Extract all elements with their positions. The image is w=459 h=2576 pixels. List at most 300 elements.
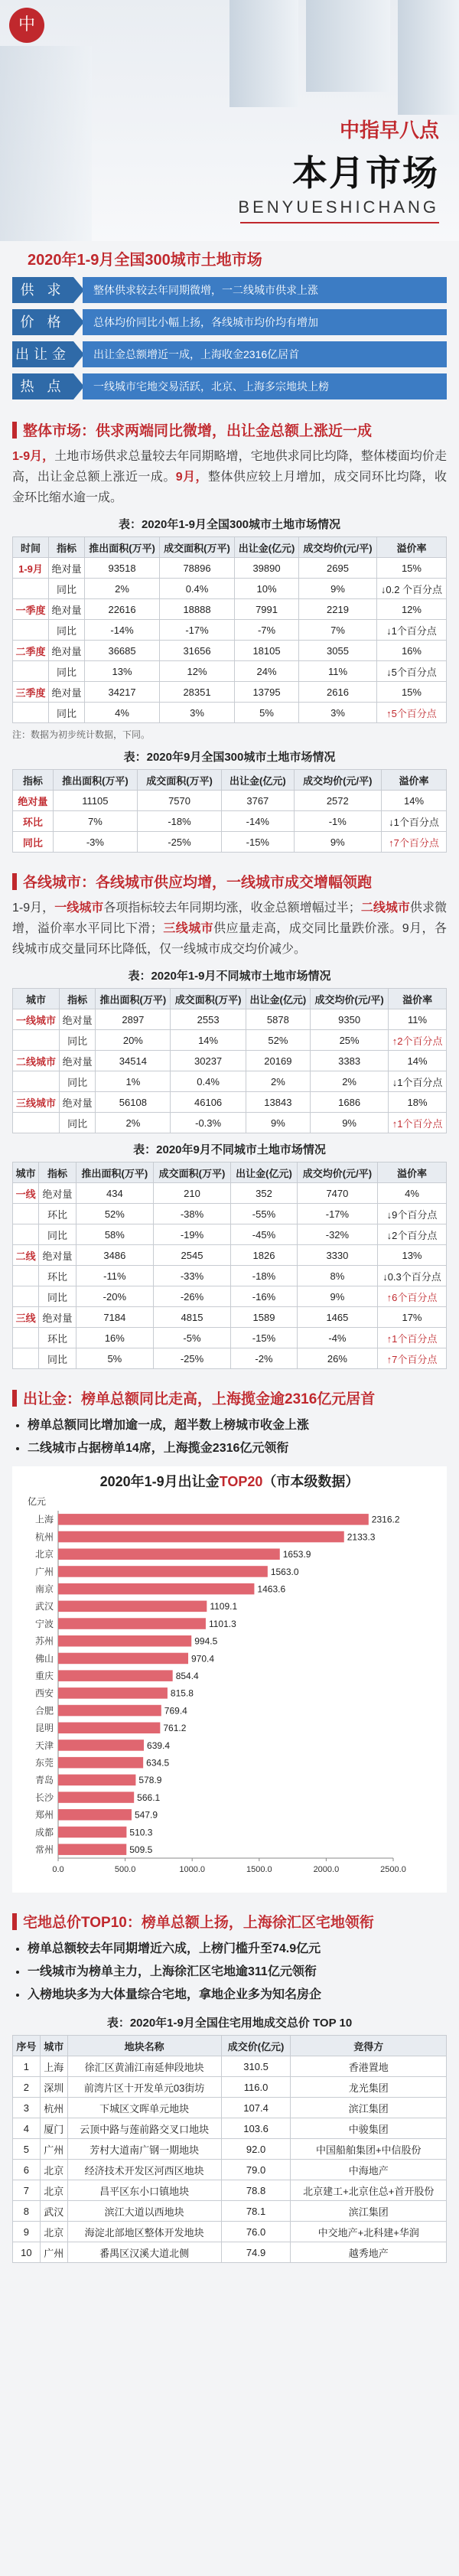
data-label: 854.4 (175, 1671, 199, 1682)
table-cell: -3% (53, 832, 137, 853)
table-cell: 30237 (171, 1051, 246, 1071)
table-header-cell: 成交面积(万平) (153, 1162, 230, 1183)
table-cell: -20% (76, 1286, 153, 1307)
table-cell: 一季度 (13, 599, 49, 620)
bar (58, 1548, 280, 1560)
table-cell: -14% (85, 620, 160, 641)
x-tick-label: 2000.0 (313, 1865, 340, 1874)
table-header-cell: 成交价(亿元) (221, 2036, 291, 2056)
table-row (13, 1224, 447, 1245)
table-header-cell: 指标 (13, 770, 54, 791)
table-cell: 107.4 (221, 2098, 291, 2118)
table-cell: 2897 (96, 1009, 171, 1030)
table-cell: 2% (246, 1071, 310, 1092)
table-cell: 绝对量 (39, 1245, 76, 1266)
bar (58, 1844, 126, 1855)
data-label: 578.9 (138, 1775, 162, 1786)
para-text: 整体供应较上月增加，成交同环比均降，收金环比缩水逾一成。 (12, 471, 447, 504)
category-label: 天津 (34, 1740, 54, 1751)
table-cell: 14% (171, 1030, 246, 1051)
table-cell: -19% (153, 1224, 230, 1245)
table-cell: 3486 (76, 1245, 153, 1266)
data-label: 634.5 (146, 1757, 170, 1769)
table-cell: -45% (231, 1224, 298, 1245)
table-cell (13, 1204, 39, 1224)
bar (58, 1705, 161, 1717)
table-cell: 同比 (13, 832, 54, 853)
table-cell: 广州 (40, 2242, 67, 2263)
table-title: 表：2020年1-9月全国300城市土地市场情况 (118, 518, 341, 531)
table-cell: -0.3% (171, 1113, 246, 1133)
table-cell: 58% (76, 1224, 153, 1245)
table-row (13, 620, 447, 641)
para-text: 1-9月， (12, 902, 55, 915)
bar (58, 1618, 206, 1629)
table-cell: 76.0 (221, 2222, 291, 2242)
table-cell: ↑5个百分点 (376, 703, 446, 723)
table-cell: 18105 (235, 641, 299, 661)
table-cell: -32% (297, 1224, 377, 1245)
table-cell: 0.4% (160, 579, 235, 599)
table-cell: 16% (376, 641, 446, 661)
table-row (13, 1348, 447, 1369)
table-cell: 8% (297, 1266, 377, 1286)
table-row (13, 2180, 447, 2201)
table-cell: 93518 (85, 558, 160, 579)
table-cell: 滨江集团 (291, 2201, 447, 2222)
para-highlight: 一线城市 (54, 902, 104, 915)
data-label: 761.2 (163, 1723, 187, 1734)
table-header-cell: 推出面积(万平) (76, 1162, 153, 1183)
table-row (13, 2056, 447, 2077)
table-row (13, 682, 447, 703)
data-label: 815.8 (170, 1687, 194, 1699)
section-overall (0, 406, 459, 857)
table-cell: 78.1 (221, 2201, 291, 2222)
summary-text: 一线城市宅地交易活跃，北京、上海多宗地块上榜 (83, 373, 447, 399)
bar (58, 1687, 168, 1699)
table-header-cell: 出让金(亿元) (246, 989, 310, 1009)
x-tick-label: 0.0 (52, 1865, 64, 1874)
table-header-cell: 推出面积(万平) (53, 770, 137, 791)
table-header-cell: 地块名称 (67, 2036, 221, 2056)
bar (58, 1827, 126, 1838)
table-cell: 环比 (39, 1266, 76, 1286)
table-cell: 22616 (85, 599, 160, 620)
page-subtitle: BENYUESHICHANG (238, 197, 439, 217)
data-label: 510.3 (129, 1827, 153, 1838)
data-label: 1109.1 (210, 1601, 238, 1612)
x-tick-label: 500.0 (114, 1865, 136, 1874)
table-cell: 52% (246, 1030, 310, 1051)
table-row (13, 1266, 447, 1286)
table-cell: 9% (297, 1286, 377, 1307)
table-cell: 1-9月 (13, 558, 49, 579)
logo-icon: 中 (9, 8, 44, 43)
table-cell: 78896 (160, 558, 235, 579)
table-header-cell: 指标 (49, 537, 85, 558)
table-row (13, 1328, 447, 1348)
building-graphic (306, 0, 390, 92)
table-cell: -1% (294, 811, 381, 832)
table-cell: 同比 (49, 620, 85, 641)
table-cell: 绝对量 (39, 1307, 76, 1328)
table-header-cell: 推出面积(万平) (85, 537, 160, 558)
table-row (13, 2077, 447, 2098)
divider (240, 222, 439, 223)
table-cell: 广州 (40, 2139, 67, 2160)
table-header-row (13, 989, 447, 1009)
table-cell (13, 1071, 60, 1092)
table-cell: 3767 (222, 791, 294, 811)
data-table (12, 2035, 447, 2263)
table-cell: 0.4% (171, 1071, 246, 1092)
table-cell: 13795 (235, 682, 299, 703)
data-label: 1563.0 (270, 1566, 299, 1577)
table-cell: 香港置地 (291, 2056, 447, 2077)
category-label: 南京 (34, 1583, 54, 1595)
para-highlight: 二线城市 (360, 902, 410, 915)
table-cell: 北京 (40, 2222, 67, 2242)
table-cell: 昌平区东小口镇地块 (67, 2180, 221, 2201)
table-cell: 12% (160, 661, 235, 682)
summary-label: 热 点 (12, 373, 73, 399)
table-cell: 9% (299, 579, 377, 599)
table-cell (13, 1328, 39, 1348)
table-cell: 116.0 (221, 2077, 291, 2098)
table-cell: 5% (76, 1348, 153, 1369)
category-label: 昆明 (34, 1723, 54, 1734)
data-label: 547.9 (134, 1809, 158, 1821)
category-label: 合肥 (34, 1705, 54, 1717)
table-row (13, 1009, 447, 1030)
para-highlight: 1-9月， (12, 450, 55, 463)
table-cell: ↑7个百分点 (382, 832, 447, 853)
table-row (13, 599, 447, 620)
table-cell: 103.6 (221, 2118, 291, 2139)
category-label: 杭州 (34, 1531, 54, 1543)
section-heading (12, 419, 447, 440)
table-cell: 74.9 (221, 2242, 291, 2263)
chart-title-highlight: TOP20 (219, 1474, 263, 1489)
section-heading-text: 出让金：榜单总额同比走高，上海揽金逾2316亿元居首 (23, 1391, 376, 1407)
section-marker (12, 1913, 17, 1930)
table-cell (13, 661, 49, 682)
table-cell: 越秀地产 (291, 2242, 447, 2263)
table-cell (13, 579, 49, 599)
table-cell (13, 1113, 60, 1133)
category-label: 重庆 (34, 1671, 54, 1682)
table-cell: -33% (153, 1266, 230, 1286)
table-cell: ↓1个百分点 (389, 1071, 447, 1092)
table-cell: 17% (377, 1307, 446, 1328)
table-row (13, 703, 447, 723)
x-tick-label: 1500.0 (246, 1865, 272, 1874)
header-banner (0, 0, 459, 241)
table-cell: 2219 (299, 599, 377, 620)
section-heading (12, 1911, 447, 1932)
table-cell: ↓9个百分点 (377, 1204, 446, 1224)
bar (58, 1775, 135, 1786)
table-cell: -15% (222, 832, 294, 853)
table-row (13, 791, 447, 811)
summary-row (12, 341, 447, 367)
header-tag: 中指早八点 (339, 119, 439, 142)
table-header-cell: 溢价率 (376, 537, 446, 558)
table-row (13, 1071, 447, 1092)
table-cell: 2% (96, 1113, 171, 1133)
table-cell: 一线城市 (13, 1009, 60, 1030)
summary-text: 出让金总额增近一成，上海收金2316亿居首 (83, 341, 447, 367)
table-row (13, 1204, 447, 1224)
table-row (13, 579, 447, 599)
table-cell: 中海地产 (291, 2160, 447, 2180)
table-cell: 3055 (299, 641, 377, 661)
table-cell: 上海 (40, 2056, 67, 2077)
table-header-row (13, 537, 447, 558)
summary-text: 总体均价同比小幅上扬，各线城市均价均有增加 (83, 309, 447, 335)
section-marker (12, 422, 17, 439)
table-header-cell: 出让金(亿元) (222, 770, 294, 791)
table-cell: 绝对量 (39, 1183, 76, 1204)
para-text: 供求微增，溢价率水平同比下滑； (12, 902, 447, 935)
table-cell: 4% (85, 703, 160, 723)
table-cell: -7% (235, 620, 299, 641)
table-cell: 39890 (235, 558, 299, 579)
table-cell: 北京 (40, 2160, 67, 2180)
category-label: 佛山 (34, 1653, 54, 1665)
data-label: 2316.2 (371, 1514, 400, 1525)
table-row (13, 2118, 447, 2139)
table-cell: 11105 (53, 791, 137, 811)
y-axis-label: 亿元 (28, 1496, 47, 1507)
section-land-revenue (0, 1374, 459, 1897)
table-cell: 2 (13, 2077, 41, 2098)
category-label: 西安 (34, 1687, 54, 1699)
table-cell: 9% (246, 1113, 310, 1133)
section-heading (12, 871, 447, 892)
table-cell (13, 703, 49, 723)
table-cell: 二线 (13, 1245, 39, 1266)
data-table (12, 536, 447, 723)
table-cell: 2616 (299, 682, 377, 703)
table-cell: ↓1个百分点 (382, 811, 447, 832)
category-label: 上海 (34, 1514, 54, 1525)
table-cell: 环比 (13, 811, 54, 832)
para-highlight: 三线城市 (162, 922, 214, 935)
bar (58, 1740, 144, 1751)
table-cell: ↑1个百分点 (389, 1113, 447, 1133)
category-label: 北京 (34, 1549, 54, 1560)
table-header-cell: 城市 (40, 2036, 67, 2056)
category-label: 武汉 (34, 1601, 54, 1612)
table-cell: 36685 (85, 641, 160, 661)
table-row (13, 1307, 447, 1328)
x-tick-label: 1000.0 (179, 1865, 206, 1874)
para-text: 土地市场供求总量较去年同期略增，宅地供求同比均降，整体楼面均价走高，出让金总额上涨近一成。 (12, 450, 447, 484)
table-cell: 前湾片区十开发单元03街坊 (67, 2077, 221, 2098)
category-label: 青岛 (34, 1775, 54, 1786)
table-cell: -14% (222, 811, 294, 832)
table-header-row (13, 2036, 447, 2056)
table-cell: -25% (153, 1348, 230, 1369)
table-cell (13, 1348, 39, 1369)
table-header-cell: 成交均价(元/平) (299, 537, 377, 558)
table-row (13, 641, 447, 661)
table-title: 表：2020年1-9月全国住宅用地成交总价 TOP 10 (106, 2017, 353, 2030)
table-cell: 14% (382, 791, 447, 811)
table-header-cell: 竞得方 (291, 2036, 447, 2056)
table-cell: 同比 (39, 1224, 76, 1245)
table-header-cell: 指标 (60, 989, 96, 1009)
table-cell: 三线 (13, 1307, 39, 1328)
table-cell: 绝对量 (13, 791, 54, 811)
table-cell: 1% (96, 1071, 171, 1092)
summary-row (12, 309, 447, 335)
table-row (13, 2139, 447, 2160)
table-cell: 二季度 (13, 641, 49, 661)
table-cell: 同比 (60, 1071, 96, 1092)
table-row (13, 558, 447, 579)
table-cell: 绝对量 (60, 1092, 96, 1113)
table-cell: 同比 (39, 1348, 76, 1369)
table-cell: 1826 (231, 1245, 298, 1266)
table-header-cell: 溢价率 (377, 1162, 446, 1183)
table-cell: 25% (311, 1030, 389, 1051)
table-cell: 31656 (160, 641, 235, 661)
table-cell: 深圳 (40, 2077, 67, 2098)
table-cell: 78.8 (221, 2180, 291, 2201)
summary-label: 价 格 (12, 309, 73, 335)
table-cell: 210 (153, 1183, 230, 1204)
data-table (12, 1162, 447, 1369)
table-cell: 云顶中路与莲前路交叉口地块 (67, 2118, 221, 2139)
table-cell: 56108 (96, 1092, 171, 1113)
table-row (13, 832, 447, 853)
summary-row (12, 373, 447, 399)
table-cell: 7184 (76, 1307, 153, 1328)
bar (58, 1809, 132, 1821)
table-cell: -18% (231, 1266, 298, 1286)
table-row (13, 661, 447, 682)
table-cell: 6 (13, 2160, 41, 2180)
table-cell: 杭州 (40, 2098, 67, 2118)
table-cell: 徐汇区黄浦江南延伸段地块 (67, 2056, 221, 2077)
table-cell: 环比 (39, 1204, 76, 1224)
table-cell: -25% (137, 832, 221, 853)
table-cell: 20169 (246, 1051, 310, 1071)
bar (58, 1757, 143, 1769)
table-cell: 14% (389, 1051, 447, 1071)
table-header-row (13, 1162, 447, 1183)
paragraph (12, 898, 447, 960)
category-label: 郑州 (34, 1809, 54, 1821)
table-cell: 中交地产+北科建+华润 (291, 2222, 447, 2242)
table-cell: -18% (137, 811, 221, 832)
table-cell: 3330 (297, 1245, 377, 1266)
summary-text: 整体供求较去年同期微增，一二线城市供求上涨 (83, 277, 447, 303)
category-label: 苏州 (34, 1635, 54, 1647)
table-cell: 34514 (96, 1051, 171, 1071)
table-cell: ↓0.3个百分点 (377, 1266, 446, 1286)
table-cell: 一线 (13, 1183, 39, 1204)
table-cell: -16% (231, 1286, 298, 1307)
building-graphic (0, 46, 92, 241)
table-cell: 经济技术开发区河西区地块 (67, 2160, 221, 2180)
summary-label: 出让金 (12, 341, 73, 367)
bar (58, 1653, 188, 1665)
table-row (13, 1245, 447, 1266)
table-header-cell: 出让金(亿元) (231, 1162, 298, 1183)
table-cell: 芳村大道南广钢一期地块 (67, 2139, 221, 2160)
table-header-cell: 成交面积(万平) (137, 770, 221, 791)
data-label: 1653.9 (282, 1549, 311, 1560)
table-cell: 5878 (246, 1009, 310, 1030)
section-top10 (0, 1897, 459, 2268)
data-label: 769.4 (164, 1705, 187, 1717)
table-cell: -11% (76, 1266, 153, 1286)
table-cell: 434 (76, 1183, 153, 1204)
table-header-cell: 溢价率 (382, 770, 447, 791)
table-title: 表：2020年1-9月不同城市土地市场情况 (128, 970, 331, 983)
table-cell: 52% (76, 1204, 153, 1224)
table-cell: 三季度 (13, 682, 49, 703)
table-cell: 3383 (311, 1051, 389, 1071)
table-row (13, 1113, 447, 1133)
data-table (12, 769, 447, 853)
summary-row (12, 277, 447, 303)
table-cell: ↓0.2 个百分点 (376, 579, 446, 599)
table-header-cell: 时间 (13, 537, 49, 558)
table-cell: 24% (235, 661, 299, 682)
table-cell: 4 (13, 2118, 41, 2139)
table-cell: ↑6个百分点 (377, 1286, 446, 1307)
chart-title-text: 2020年1-9月出让金 (99, 1474, 220, 1489)
table-cell: 2545 (153, 1245, 230, 1266)
table-row (13, 1092, 447, 1113)
table-cell: 7991 (235, 599, 299, 620)
table-cell: -17% (160, 620, 235, 641)
data-label: 2133.3 (347, 1531, 376, 1543)
category-label: 宁波 (34, 1618, 54, 1629)
table-cell: 3% (160, 703, 235, 723)
table-cell: -2% (231, 1348, 298, 1369)
table-cell: 34217 (85, 682, 160, 703)
table-cell: -26% (153, 1286, 230, 1307)
table-cell (13, 1224, 39, 1245)
table-cell: -17% (297, 1204, 377, 1224)
table-cell: 9% (294, 832, 381, 853)
table-header-cell: 城市 (13, 1162, 39, 1183)
table-row (13, 2222, 447, 2242)
table-header-cell: 溢价率 (389, 989, 447, 1009)
table-cell: 13% (377, 1245, 446, 1266)
table-cell: ↑1个百分点 (377, 1328, 446, 1348)
table-cell: 滨江大道以西地块 (67, 2201, 221, 2222)
table-cell: 下城区文晖单元地块 (67, 2098, 221, 2118)
table-header-cell: 出让金(亿元) (235, 537, 299, 558)
table-cell: 1589 (231, 1307, 298, 1328)
bullet-list (12, 1938, 447, 2007)
table-cell: 11% (389, 1009, 447, 1030)
table-cell: 绝对量 (60, 1051, 96, 1071)
table-cell (13, 1030, 60, 1051)
building-graphic (230, 0, 298, 107)
bar (58, 1531, 344, 1543)
table-title: 表：2020年9月不同城市土地市场情况 (133, 1143, 326, 1156)
bar (58, 1601, 207, 1612)
table-cell: 2553 (171, 1009, 246, 1030)
